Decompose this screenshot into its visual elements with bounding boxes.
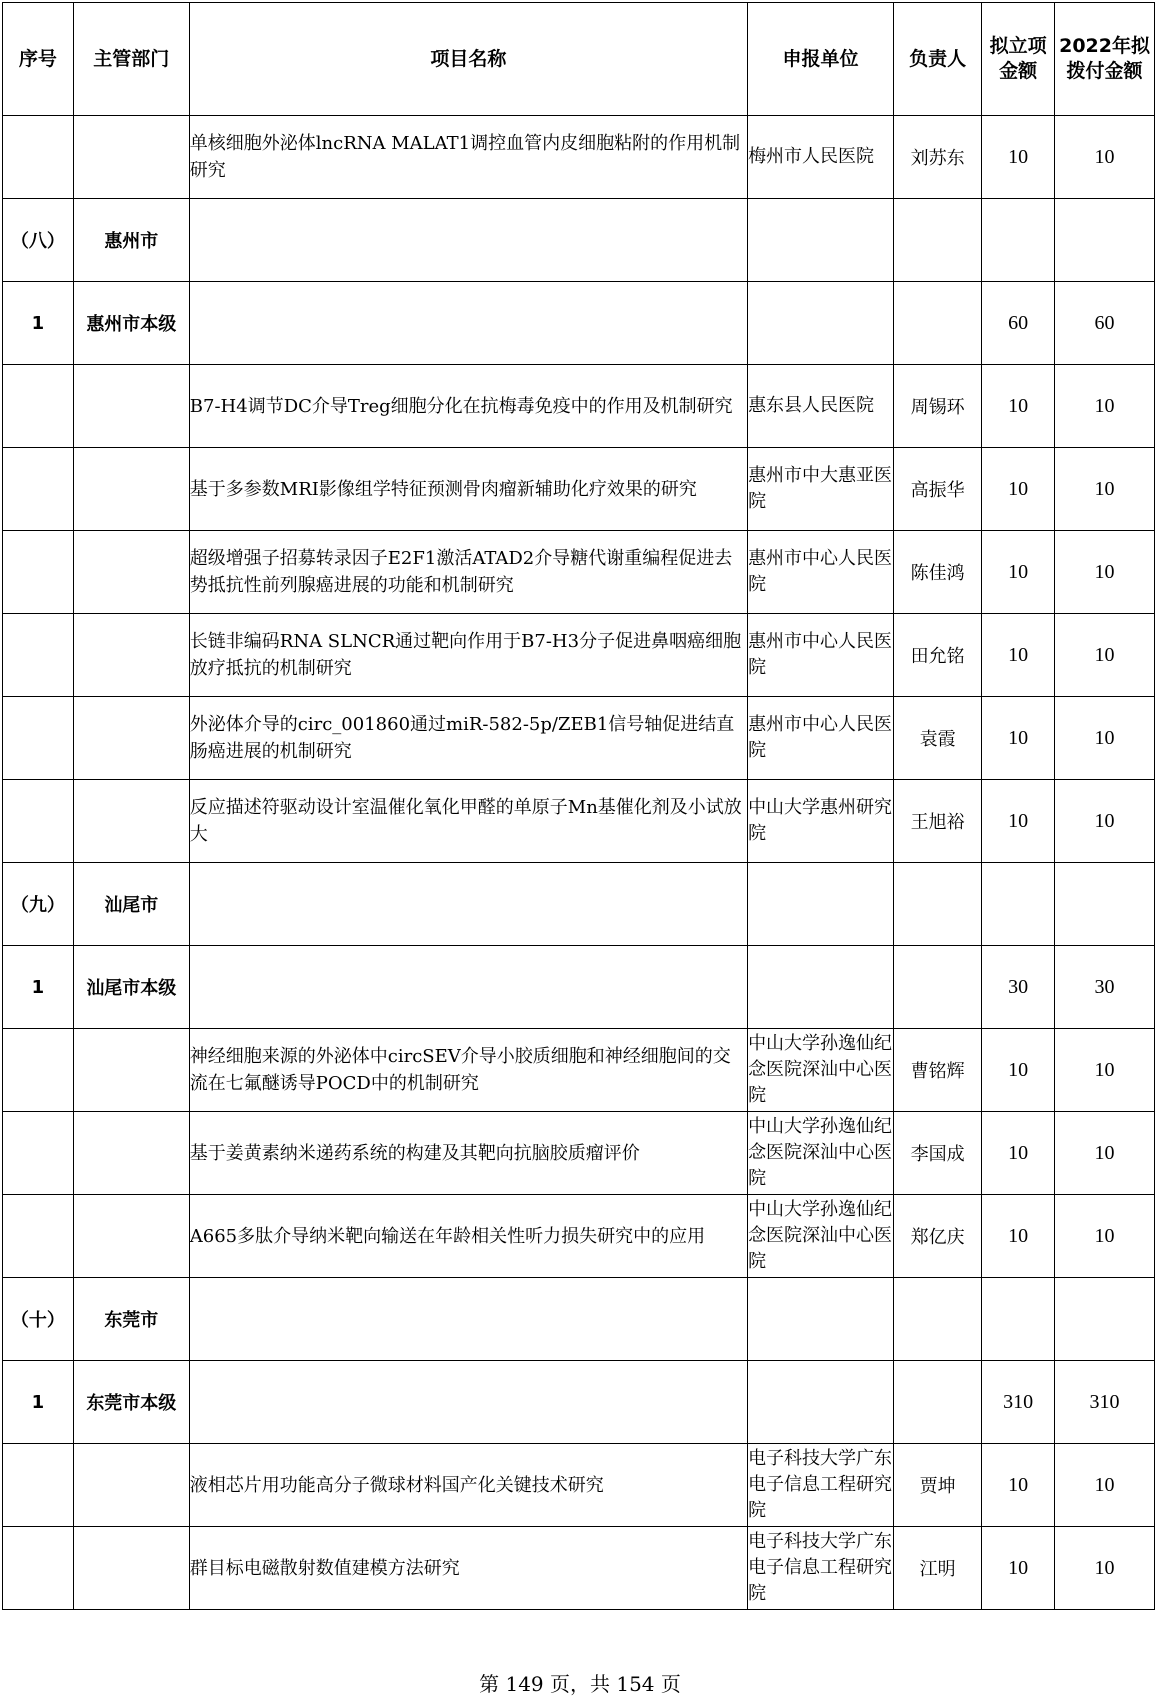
project-cell: 神经细胞来源的外泌体中circSEV介导小胶质细胞和神经细胞间的交流在七氟醚诱导POCD中的机制研究 [189, 1029, 747, 1112]
pay-cell: 30 [1055, 946, 1155, 1029]
amount-cell: 10 [982, 1527, 1055, 1610]
pay-cell: 10 [1055, 1029, 1155, 1112]
project-cell: 基于姜黄素纳米递药系统的构建及其靶向抗脑胶质瘤评价 [189, 1112, 747, 1195]
amount-cell: 10 [982, 1112, 1055, 1195]
table-row [3, 1444, 1155, 1527]
seq-cell [3, 448, 74, 531]
table-row [3, 448, 1155, 531]
dept-cell [73, 1444, 189, 1527]
unit-cell: 中山大学孙逸仙纪念医院深汕中心医院 [748, 1195, 894, 1278]
table-row [3, 1029, 1155, 1112]
table-row [3, 531, 1155, 614]
unit-cell: 电子科技大学广东电子信息工程研究院 [748, 1527, 894, 1610]
pay-cell: 10 [1055, 614, 1155, 697]
seq-cell [3, 531, 74, 614]
project-cell [189, 1361, 747, 1444]
person-cell: 江明 [894, 1527, 982, 1610]
table-body [3, 116, 1155, 1610]
seq-cell [3, 697, 74, 780]
unit-cell: 惠州市中心人民医院 [748, 531, 894, 614]
unit-cell: 电子科技大学广东电子信息工程研究院 [748, 1444, 894, 1527]
table-row [3, 1195, 1155, 1278]
dept-cell [73, 614, 189, 697]
dept-cell: 汕尾市本级 [73, 946, 189, 1029]
person-cell: 李国成 [894, 1112, 982, 1195]
header-unit: 申报单位 [748, 3, 894, 116]
table-row [3, 697, 1155, 780]
project-table [2, 2, 1155, 1610]
pay-cell: 10 [1055, 1527, 1155, 1610]
dept-cell [73, 697, 189, 780]
person-cell: 郑亿庆 [894, 1195, 982, 1278]
unit-cell: 惠州市中心人民医院 [748, 697, 894, 780]
unit-cell: 中山大学孙逸仙纪念医院深汕中心医院 [748, 1029, 894, 1112]
dept-cell [73, 1527, 189, 1610]
person-cell: 曹铭辉 [894, 1029, 982, 1112]
dept-cell [73, 531, 189, 614]
unit-cell: 惠州市中大惠亚医院 [748, 448, 894, 531]
dept-cell [73, 1029, 189, 1112]
project-cell: 液相芯片用功能高分子微球材料国产化关键技术研究 [189, 1444, 747, 1527]
pay-cell [1055, 1278, 1155, 1361]
amount-cell: 30 [982, 946, 1055, 1029]
project-cell: 单核细胞外泌体lncRNA MALAT1调控血管内皮细胞粘附的作用机制研究 [189, 116, 747, 199]
unit-cell [748, 946, 894, 1029]
pay-cell: 10 [1055, 116, 1155, 199]
person-cell: 王旭裕 [894, 780, 982, 863]
unit-cell: 惠东县人民医院 [748, 365, 894, 448]
amount-cell: 10 [982, 1029, 1055, 1112]
pay-cell [1055, 199, 1155, 282]
header-seq: 序号 [3, 3, 74, 116]
person-cell: 周锡环 [894, 365, 982, 448]
person-cell: 陈佳鸿 [894, 531, 982, 614]
table-row [3, 116, 1155, 199]
person-cell [894, 946, 982, 1029]
amount-cell: 10 [982, 697, 1055, 780]
person-cell [894, 1361, 982, 1444]
project-cell: B7-H4调节DC介导Treg细胞分化在抗梅毒免疫中的作用及机制研究 [189, 365, 747, 448]
seq-cell [3, 780, 74, 863]
person-cell [894, 282, 982, 365]
project-cell: 超级增强子招募转录因子E2F1激活ATAD2介导糖代谢重编程促进去势抵抗性前列腺癌进展的功能和机制研究 [189, 531, 747, 614]
dept-cell [73, 1195, 189, 1278]
dept-cell: 东莞市本级 [73, 1361, 189, 1444]
table-row [3, 365, 1155, 448]
seq-cell [3, 1527, 74, 1610]
dept-cell [73, 780, 189, 863]
project-cell: 反应描述符驱动设计室温催化氧化甲醛的单原子Mn基催化剂及小试放大 [189, 780, 747, 863]
amount-cell: 10 [982, 116, 1055, 199]
seq-cell [3, 1029, 74, 1112]
unit-cell: 中山大学惠州研究院 [748, 780, 894, 863]
table-row [3, 1527, 1155, 1610]
region-row [3, 863, 1155, 946]
pay-cell: 10 [1055, 697, 1155, 780]
unit-cell [748, 282, 894, 365]
header-project: 项目名称 [189, 3, 747, 116]
seq-cell [3, 365, 74, 448]
project-cell: A665多肽介导纳米靶向输送在年龄相关性听力损失研究中的应用 [189, 1195, 747, 1278]
person-cell: 田允铭 [894, 614, 982, 697]
seq-cell: （九） [3, 863, 74, 946]
project-cell [189, 199, 747, 282]
pay-cell: 60 [1055, 282, 1155, 365]
pay-cell: 10 [1055, 1112, 1155, 1195]
project-cell [189, 1278, 747, 1361]
subtotal-row [3, 282, 1155, 365]
unit-cell [748, 1278, 894, 1361]
header-dept: 主管部门 [73, 3, 189, 116]
table-row [3, 614, 1155, 697]
seq-cell [3, 116, 74, 199]
amount-cell [982, 199, 1055, 282]
project-cell: 群目标电磁散射数值建模方法研究 [189, 1527, 747, 1610]
unit-cell: 惠州市中心人民医院 [748, 614, 894, 697]
seq-cell: （八） [3, 199, 74, 282]
header-amount: 拟立项金额 [982, 3, 1055, 116]
unit-cell: 中山大学孙逸仙纪念医院深汕中心医院 [748, 1112, 894, 1195]
pay-cell [1055, 863, 1155, 946]
seq-cell [3, 1195, 74, 1278]
table-header-row [3, 3, 1155, 116]
unit-cell [748, 199, 894, 282]
person-cell [894, 199, 982, 282]
project-cell [189, 863, 747, 946]
dept-cell [73, 116, 189, 199]
amount-cell: 10 [982, 365, 1055, 448]
subtotal-row [3, 1361, 1155, 1444]
person-cell: 袁霞 [894, 697, 982, 780]
project-cell: 长链非编码RNA SLNCR通过靶向作用于B7-H3分子促进鼻咽癌细胞放疗抵抗的机制研究 [189, 614, 747, 697]
amount-cell: 10 [982, 780, 1055, 863]
person-cell [894, 1278, 982, 1361]
seq-cell [3, 1444, 74, 1527]
pay-cell: 10 [1055, 1195, 1155, 1278]
unit-cell [748, 863, 894, 946]
amount-cell: 310 [982, 1361, 1055, 1444]
region-row [3, 1278, 1155, 1361]
dept-cell: 惠州市 [73, 199, 189, 282]
project-cell [189, 282, 747, 365]
unit-cell [748, 1361, 894, 1444]
amount-cell [982, 863, 1055, 946]
amount-cell: 10 [982, 531, 1055, 614]
dept-cell [73, 448, 189, 531]
project-cell: 外泌体介导的circ_001860通过miR-582-5p/ZEB1信号轴促进结直肠癌进展的机制研究 [189, 697, 747, 780]
pay-cell: 10 [1055, 780, 1155, 863]
pay-cell: 10 [1055, 448, 1155, 531]
header-person: 负责人 [894, 3, 982, 116]
seq-cell [3, 614, 74, 697]
subtotal-row [3, 946, 1155, 1029]
table-row [3, 1112, 1155, 1195]
person-cell [894, 863, 982, 946]
header-pay: 2022年拟拨付金额 [1055, 3, 1155, 116]
amount-cell: 10 [982, 1444, 1055, 1527]
project-cell: 基于多参数MRI影像组学特征预测骨肉瘤新辅助化疗效果的研究 [189, 448, 747, 531]
page-footer: 第 149 页，共 154 页 [479, 1672, 681, 1696]
amount-cell: 10 [982, 448, 1055, 531]
dept-cell: 惠州市本级 [73, 282, 189, 365]
seq-cell: 1 [3, 946, 74, 1029]
project-cell [189, 946, 747, 1029]
person-cell: 贾坤 [894, 1444, 982, 1527]
dept-cell: 汕尾市 [73, 863, 189, 946]
pay-cell: 10 [1055, 365, 1155, 448]
seq-cell [3, 1112, 74, 1195]
pay-cell: 10 [1055, 531, 1155, 614]
person-cell: 刘苏东 [894, 116, 982, 199]
amount-cell: 10 [982, 614, 1055, 697]
region-row [3, 199, 1155, 282]
amount-cell [982, 1278, 1055, 1361]
pay-cell: 10 [1055, 1444, 1155, 1527]
amount-cell: 60 [982, 282, 1055, 365]
amount-cell: 10 [982, 1195, 1055, 1278]
seq-cell: 1 [3, 282, 74, 365]
unit-cell: 梅州市人民医院 [748, 116, 894, 199]
dept-cell [73, 1112, 189, 1195]
person-cell: 高振华 [894, 448, 982, 531]
seq-cell: （十） [3, 1278, 74, 1361]
dept-cell [73, 365, 189, 448]
seq-cell: 1 [3, 1361, 74, 1444]
table-row [3, 780, 1155, 863]
pay-cell: 310 [1055, 1361, 1155, 1444]
dept-cell: 东莞市 [73, 1278, 189, 1361]
